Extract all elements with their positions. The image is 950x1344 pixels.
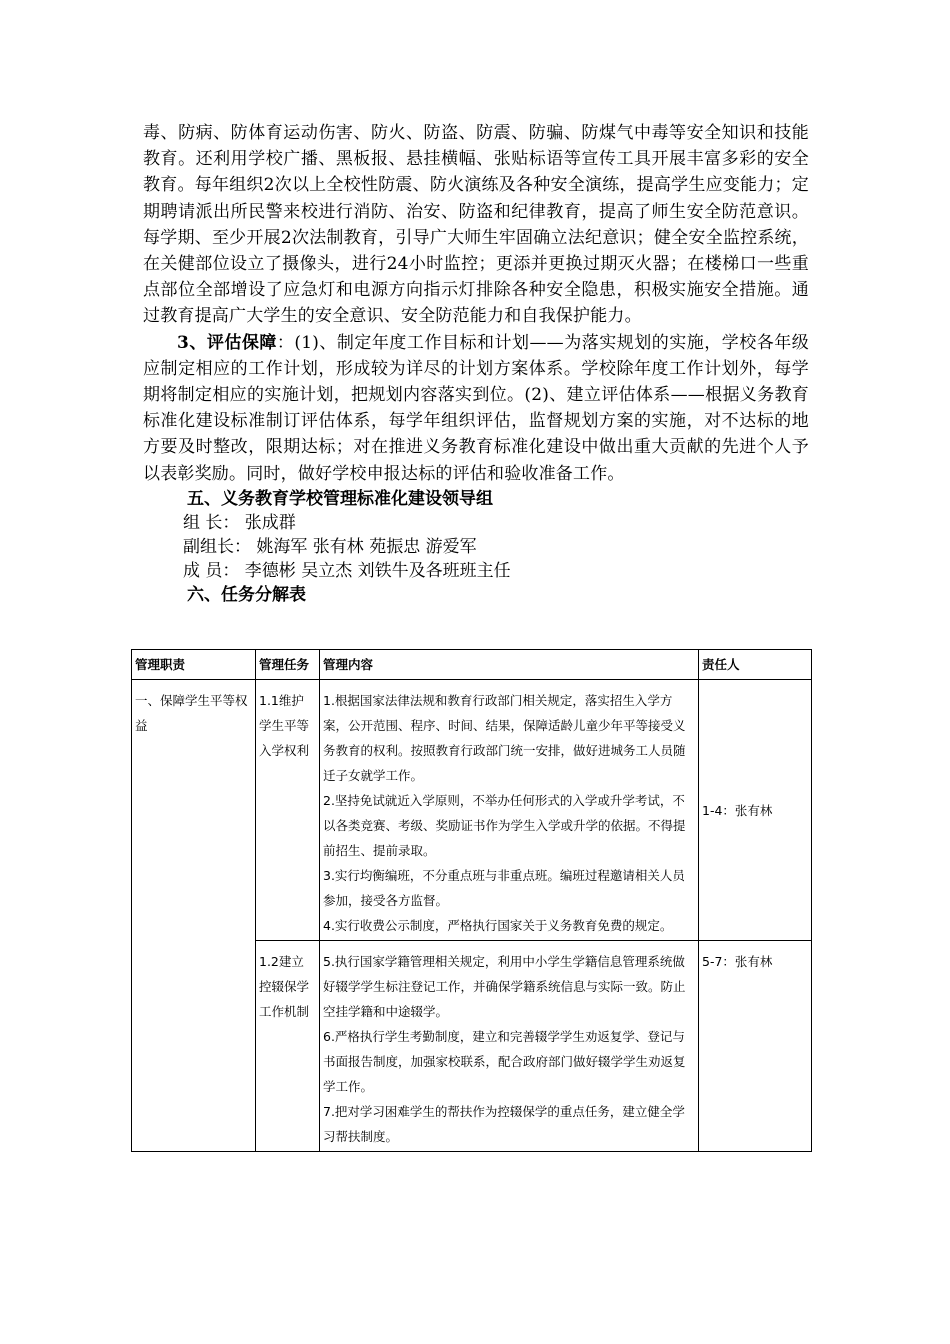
content-item: 1.根据国家法律法规和教育行政部门相关规定，落实招生入学方案，公开范围、程序、时间、结果，保障适龄儿童少年平等接受义务教育的权利。按照教育行政部门统一安排，做好进城务工人员随迁子女就学工作。 xyxy=(323,693,686,783)
content-item: 2.坚持免试就近入学原则，不举办任何形式的入学或升学考试，不以各类竞赛、考级、奖励证书作为学生入学或升学的依据。不得提前招生、提前录取。 xyxy=(323,793,686,858)
section6-title: 六、任务分解表 xyxy=(187,584,306,605)
assessment-lead: 3、评估保障 xyxy=(177,332,277,353)
safety-education-paragraph: 毒、防病、防体育运动伤害、防火、防盗、防震、防骗、防煤气中毒等安全知识和技能教育。还利用学校广播、黑板报、悬挂横幅、张贴标语等宣传工具开展丰富多彩的安全教育。每年组织2次以上全校性防震、防火演练及各种安全演练，提高学生应变能力；定期聘请派出所民警来校进行消防、治安、防盗和纪律教育，提高了师生安全防范意识。每学期、至少开展2次法制教育，引导广大师生牢固确立法纪意识；健全安全监控系统，在关健部位设立了摄像头，进行24小时监控；更添并更换过期灭火器；在楼梯口一些重点部位全部增设了应急灯和电源方向指示灯排除各种安全隐患，积极实施安全措施。通过教育提高广大学生的安全意识、安全防范能力和自我保护能力。 xyxy=(143,123,809,327)
header-content: 管理内容 xyxy=(320,650,699,680)
header-owner: 责任人 xyxy=(699,650,812,680)
table-row xyxy=(132,680,812,941)
task-cell: 1.2建立控辍保学工作机制 xyxy=(256,941,320,1152)
header-duty: 管理职责 xyxy=(132,650,256,680)
task-cell: 1.1维护学生平等入学权利 xyxy=(256,680,320,941)
owner-cell: 5-7：张有林 xyxy=(699,941,812,1152)
members-line: 成 员： 李德彬 吴立杰 刘铁牛及各班班主任 xyxy=(183,560,511,581)
content-item: 7.把对学习困难学生的帮扶作为控辍保学的重点任务，建立健全学习帮扶制度。 xyxy=(323,1104,685,1144)
header-task: 管理任务 xyxy=(256,650,320,680)
table-header-row xyxy=(132,650,812,680)
deputy-line: 副组长： 姚海军 张有林 苑振忠 游爱军 xyxy=(183,536,477,557)
document-body xyxy=(143,120,809,607)
task-table xyxy=(131,649,812,1152)
assessment-paragraph xyxy=(143,330,809,487)
owner-cell: 1-4：张有林 xyxy=(699,680,812,941)
duty-cell: 一、保障学生平等权益 xyxy=(132,680,256,1152)
content-item: 3.实行均衡编班，不分重点班与非重点班。编班过程邀请相关人员参加，接受各方监督。 xyxy=(323,868,685,908)
content-item: 4.实行收费公示制度，严格执行国家关于义务教育免费的规定。 xyxy=(323,918,673,933)
content-cell xyxy=(320,680,699,941)
leader-line: 组 长： 张成群 xyxy=(183,512,296,533)
section5-title: 五、义务教育学校管理标准化建设领导组 xyxy=(187,488,493,509)
content-cell xyxy=(320,941,699,1152)
content-item: 5.执行国家学籍管理相关规定，利用中小学生学籍信息管理系统做好辍学学生标注登记工作，并确保学籍系统信息与实际一致。防止空挂学籍和中途辍学。 xyxy=(323,954,686,1019)
content-item: 6.严格执行学生考勤制度，建立和完善辍学学生劝返复学、登记与书面报告制度，加强家校联系，配合政府部门做好辍学学生劝返复学工作。 xyxy=(323,1029,686,1094)
assessment-body: ：(1)、制定年度工作目标和计划——为落实规划的实施，学校各年级应制定相应的工作计划，形成较为详尽的计划方案体系。学校除年度工作计划外，每学期将制定相应的实施计划，把规划内容落实到位。(2)、建立评估体系——根据义务教育标准化建设标准制订评估体系，每学年组织评估，监督规划方案的实施，对不达标的地方要及时整改，限期达标；对在推进义务教育标准化建设中做出重大贡献的先进个人予以表彰奖励。同时，做好学校申报达标的评估和验收准备工作。 xyxy=(143,332,810,484)
